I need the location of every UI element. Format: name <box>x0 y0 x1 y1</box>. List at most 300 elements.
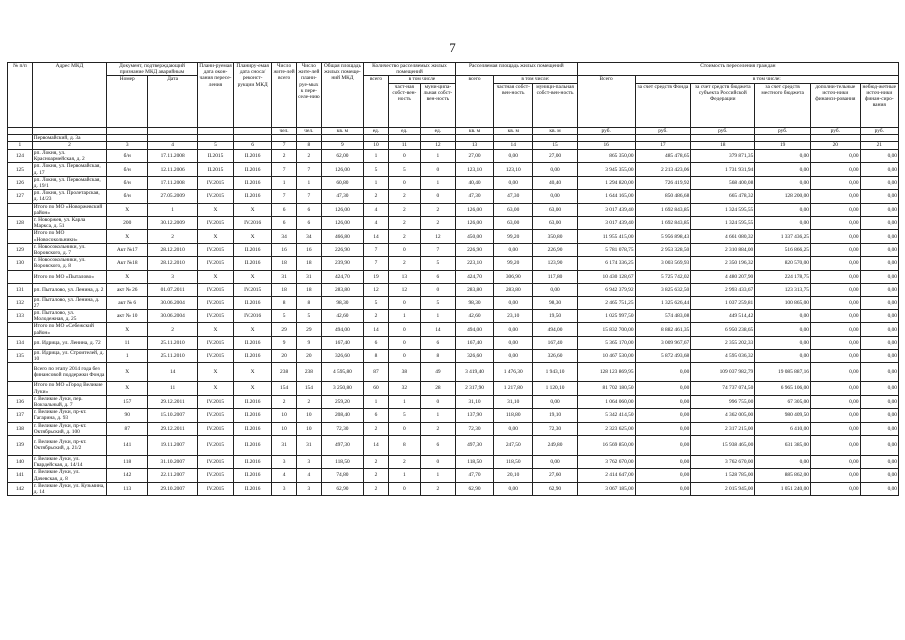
cell-col-4: 27.05.2009 <box>148 190 198 203</box>
cell-col-16: 5 365 170,00 <box>577 336 635 349</box>
cell-col-3: 90 <box>107 409 148 422</box>
units-col-10: ед. <box>364 127 389 134</box>
cell-col-7: 31 <box>272 435 297 455</box>
cell-col-12: 8 <box>420 349 455 362</box>
cell-col-12: 7 <box>420 243 455 256</box>
cell-col-7: 6 <box>272 217 297 230</box>
cell-col-13: 118,50 <box>455 455 493 468</box>
cell-col-2: рп. Локня, ул. Красноармейская, д. 2 <box>32 150 106 163</box>
cell-col-10: 5 <box>364 163 389 176</box>
cell-col-17: 0,00 <box>635 395 691 408</box>
cell-col-20: 0,00 <box>811 243 861 256</box>
cell-col-17: 850 486,68 <box>635 190 691 203</box>
header-premises-municipal: муни-ципа-льная собст-вен-ность <box>420 83 455 127</box>
cell-col-2: Всего по этапу 2014 года без финансовой поддержки Фонда <box>32 363 106 382</box>
header-cost-total: Всего <box>577 76 635 127</box>
cell-col-2: Итого по МО «Новоржевский район» <box>32 203 106 216</box>
cell-col-21: 0,00 <box>860 482 898 495</box>
cell-col-14: 1 476,30 <box>494 363 533 382</box>
table-row <box>8 283 899 296</box>
cell-col-21: 0,00 <box>860 469 898 482</box>
cell-col-20: 0,00 <box>811 349 861 362</box>
cell-col-2: г. Великие Луки, ул. Кузьмина, д. 14 <box>32 482 106 495</box>
cell-col-20: 0,00 <box>811 435 861 455</box>
cell-col-21: 0,00 <box>860 203 898 216</box>
cell-col-4: 28.12.2010 <box>148 257 198 270</box>
cell-col-12: 6 <box>420 435 455 455</box>
cell-col-18: 2 310 884,00 <box>691 243 755 256</box>
cell-col-13: 123,10 <box>455 163 493 176</box>
cell-col-11: 5 <box>388 409 420 422</box>
cell-col-8: 10 <box>296 409 321 422</box>
colnum-col-1: 1 <box>8 142 33 150</box>
cell-col-3: б/н <box>107 150 148 163</box>
cell-col-4: 29.10.2007 <box>148 482 198 495</box>
cell-col-11: 0 <box>388 296 420 309</box>
cell-col-9: 126,00 <box>321 217 363 230</box>
cell-col-5: IV.2015 <box>197 257 233 270</box>
cell-col-16: 1 064 060,00 <box>577 395 635 408</box>
cell-col-13: 47,70 <box>455 469 493 482</box>
cell-col-17: 0,00 <box>635 455 691 468</box>
header-address: Адрес МКД <box>32 63 106 128</box>
header-residents-total: Число жите-лей всего <box>272 63 297 128</box>
cell-col-2: Итого по МО «Себежский район» <box>32 323 106 336</box>
colnum-col-4: 4 <box>148 142 198 150</box>
cell-col-1: 125 <box>8 163 33 176</box>
cell-col-21: 0,00 <box>860 257 898 270</box>
units-col-18: руб. <box>691 127 755 134</box>
cell-col-16: 3 017 439,40 <box>577 203 635 216</box>
resettlement-table <box>7 62 899 496</box>
cell-col-8: 3 <box>296 482 321 495</box>
cell-col-14: 31,10 <box>494 395 533 408</box>
cell-col-20: 0,00 <box>811 176 861 189</box>
cell-col-7: 2 <box>272 395 297 408</box>
cell-col-17: 485 478,65 <box>635 150 691 163</box>
cell-col-6: II.2016 <box>234 190 272 203</box>
units-col-2 <box>32 127 106 134</box>
cell-col-18: 1 528 785,00 <box>691 469 755 482</box>
cell-col-19: 0,00 <box>755 217 811 230</box>
table-row <box>8 217 899 230</box>
cell-col-17: 0,00 <box>635 422 691 435</box>
cell-col-2: Итого по МО «Новосокольники» <box>32 230 106 243</box>
cell-col-15: 1 943,10 <box>533 363 577 382</box>
header-cost-additional: дополни-тельные источ-ники финанси-рования <box>811 83 861 127</box>
table-row <box>8 163 899 176</box>
cell-col-13: 226,90 <box>455 243 493 256</box>
cell-col-18: 568 400,08 <box>691 176 755 189</box>
cell-col-13: 223,10 <box>455 257 493 270</box>
cell-col-7: 7 <box>272 190 297 203</box>
cell-col-8: 16 <box>296 243 321 256</box>
header-doc-number: Номер <box>107 76 148 127</box>
partial-col-5 <box>197 134 233 141</box>
cell-col-16: 3 945 355,00 <box>577 163 635 176</box>
cell-col-6: II.2016 <box>234 435 272 455</box>
cell-col-14: 283,80 <box>494 283 533 296</box>
cell-col-21: 0,00 <box>860 363 898 382</box>
cell-col-2: г. Великие Луки, ул. Гвардейская, д. 14/14 <box>32 455 106 468</box>
cell-col-12: 1 <box>420 310 455 323</box>
cell-col-1 <box>8 230 33 243</box>
cell-col-20: 0,00 <box>811 310 861 323</box>
cell-col-14: 247,50 <box>494 435 533 455</box>
cell-col-4: 31.10.2007 <box>148 455 198 468</box>
table-row <box>8 469 899 482</box>
cell-col-18: 2 355 202,33 <box>691 336 755 349</box>
cell-col-9: 226,90 <box>321 243 363 256</box>
table-body <box>8 134 899 495</box>
cell-col-9: 60,80 <box>321 176 363 189</box>
table-row <box>8 150 899 163</box>
cell-col-16: 128 123 869,95 <box>577 363 635 382</box>
cell-col-8: 7 <box>296 163 321 176</box>
cell-col-20: 0,00 <box>811 230 861 243</box>
cell-col-18: 665 478,32 <box>691 190 755 203</box>
cell-col-7: 29 <box>272 323 297 336</box>
cell-col-6: II.2016 <box>234 409 272 422</box>
cell-col-20: 0,00 <box>811 455 861 468</box>
cell-col-3: акт № 6 <box>107 296 148 309</box>
units-col-11: ед. <box>388 127 420 134</box>
cell-col-19: 0,00 <box>755 203 811 216</box>
cell-col-2: г. Новоржев, ул. Карла Маркса, д. 51 <box>32 217 106 230</box>
header-document: Документ, подтверждающий признание МКД аварийным <box>107 63 198 76</box>
partial-col-14 <box>494 134 533 141</box>
cell-col-9: 167,40 <box>321 336 363 349</box>
cell-col-11: 2 <box>388 257 420 270</box>
cell-col-10: 5 <box>364 296 389 309</box>
cell-col-10: 12 <box>364 283 389 296</box>
cell-col-8: 29 <box>296 323 321 336</box>
cell-col-1: 124 <box>8 150 33 163</box>
cell-col-7: 10 <box>272 409 297 422</box>
cell-col-4: 28.12.2010 <box>148 243 198 256</box>
cell-col-7: 2 <box>272 150 297 163</box>
cell-col-8: 6 <box>296 203 321 216</box>
cell-col-20: 0,00 <box>811 409 861 422</box>
colnum-col-3: 3 <box>107 142 148 150</box>
cell-col-9: 326,60 <box>321 349 363 362</box>
cell-col-11: 2 <box>388 203 420 216</box>
cell-col-20: 0,00 <box>811 395 861 408</box>
cell-col-15: 226,90 <box>533 243 577 256</box>
cell-col-8: 6 <box>296 217 321 230</box>
cell-col-14: 0,00 <box>494 349 533 362</box>
colnum-col-11: 11 <box>388 142 420 150</box>
cell-col-17: 0,00 <box>635 469 691 482</box>
cell-col-4: 30.06.2004 <box>148 310 198 323</box>
cell-col-20: 0,00 <box>811 163 861 176</box>
cell-col-12: 2 <box>420 422 455 435</box>
cell-col-16: 10 467 530,00 <box>577 349 635 362</box>
cell-col-16: 1 294 820,00 <box>577 176 635 189</box>
cell-col-15: 72,30 <box>533 422 577 435</box>
cell-col-11: 0 <box>388 323 420 336</box>
cell-col-19: 67 305,00 <box>755 395 811 408</box>
cell-col-7: 238 <box>272 363 297 382</box>
cell-col-5: IV.2015 <box>197 422 233 435</box>
cell-col-16: 3 017 439,40 <box>577 217 635 230</box>
cell-col-14: 123,10 <box>494 163 533 176</box>
cell-col-6: X <box>234 363 272 382</box>
header-area-total: всего <box>455 76 493 127</box>
cell-col-9: 47,30 <box>321 190 363 203</box>
cell-col-14: 0,00 <box>494 176 533 189</box>
colnum-col-14: 14 <box>494 142 533 150</box>
cell-col-12: 6 <box>420 270 455 283</box>
cell-col-4: 22.11.2007 <box>148 469 198 482</box>
cell-col-10: 1 <box>364 150 389 163</box>
colnum-col-9: 9 <box>321 142 363 150</box>
cell-col-13: 40,40 <box>455 176 493 189</box>
cell-col-13: 137,90 <box>455 409 493 422</box>
cell-col-15: 98,30 <box>533 296 577 309</box>
cell-col-10: 7 <box>364 257 389 270</box>
partial-col-20 <box>811 134 861 141</box>
cell-col-14: 99,20 <box>494 257 533 270</box>
cell-col-16: 16 569 850,00 <box>577 435 635 455</box>
cell-col-15: 0,00 <box>533 190 577 203</box>
colnum-col-2: 2 <box>32 142 106 150</box>
table-row <box>8 482 899 495</box>
cell-col-10: 1 <box>364 176 389 189</box>
cell-col-1: 132 <box>8 296 33 309</box>
cell-col-1: 139 <box>8 435 33 455</box>
cell-col-2: г. Великие Луки, пр-кт. Гагарина, д. 93 <box>32 409 106 422</box>
cell-col-17: 3 003 569,93 <box>635 257 691 270</box>
cell-col-11: 1 <box>388 395 420 408</box>
cell-col-18: 2 993 433,67 <box>691 283 755 296</box>
cell-col-16: 6 942 379,92 <box>577 283 635 296</box>
cell-col-9: 283,80 <box>321 283 363 296</box>
cell-col-4: 14 <box>148 363 198 382</box>
resettlement-table-container <box>7 62 899 496</box>
cell-col-9: 259,20 <box>321 395 363 408</box>
cell-col-8: 18 <box>296 283 321 296</box>
units-col-5 <box>197 127 233 134</box>
table-row <box>8 176 899 189</box>
cell-col-19: 0,00 <box>755 349 811 362</box>
cell-col-20: 0,00 <box>811 217 861 230</box>
cell-col-8: 7 <box>296 190 321 203</box>
cell-col-8: 31 <box>296 435 321 455</box>
cell-col-15: 117,80 <box>533 270 577 283</box>
cell-col-1: 142 <box>8 482 33 495</box>
cell-col-3: 87 <box>107 422 148 435</box>
cell-col-7: 18 <box>272 257 297 270</box>
subtotal-row <box>8 363 899 382</box>
table-row <box>8 243 899 256</box>
cell-col-3: X <box>107 230 148 243</box>
header-residents-planned: Число жите-лей плани-руе-мых к пере-селе-нию <box>296 63 321 128</box>
cell-col-8: 2 <box>296 150 321 163</box>
cell-col-20: 0,00 <box>811 190 861 203</box>
cell-col-4: 25.11.2010 <box>148 349 198 362</box>
cell-col-12: 0 <box>420 395 455 408</box>
cell-col-15: 19,10 <box>533 409 577 422</box>
cell-col-20: 0,00 <box>811 469 861 482</box>
cell-col-20: 0,00 <box>811 382 861 395</box>
cell-col-3: Акт №17 <box>107 243 148 256</box>
units-col-15: кв. м <box>533 127 577 134</box>
header-cost-incl: в том числе: <box>635 76 898 83</box>
partial-col-18 <box>691 134 755 141</box>
cell-col-1: 134 <box>8 336 33 349</box>
subtotal-row <box>8 270 899 283</box>
cell-col-21: 0,00 <box>860 270 898 283</box>
cell-col-20: 0,00 <box>811 422 861 435</box>
cell-col-2: г. Новосокольники, ул. Воровского, д. 7 <box>32 243 106 256</box>
cell-col-20: 0,00 <box>811 296 861 309</box>
partial-col-12 <box>420 134 455 141</box>
partial-col-6 <box>234 134 272 141</box>
cell-col-10: 1 <box>364 395 389 408</box>
cell-col-5: IV.2015 <box>197 469 233 482</box>
subtotal-row <box>8 323 899 336</box>
cell-col-11: 8 <box>388 435 420 455</box>
cell-col-4: 15.10.2007 <box>148 409 198 422</box>
cell-col-17: 5 725 742,02 <box>635 270 691 283</box>
cell-col-3: 200 <box>107 217 148 230</box>
cell-col-9: 126,00 <box>321 163 363 176</box>
header-cost-local: за счет средств местного бюджета <box>755 83 811 127</box>
cell-col-4: 19.11.2007 <box>148 435 198 455</box>
cell-col-15: 350,80 <box>533 230 577 243</box>
cell-col-12: 2 <box>420 217 455 230</box>
partial-col-17 <box>635 134 691 141</box>
cell-col-13: 126,00 <box>455 217 493 230</box>
cell-col-10: 60 <box>364 382 389 395</box>
cell-col-7: 1 <box>272 176 297 189</box>
cell-col-4: 17.11.2008 <box>148 176 198 189</box>
cell-col-6: II.2016 <box>234 455 272 468</box>
cell-col-5: IV.2015 <box>197 176 233 189</box>
cell-col-2: г. Великие Луки, ул. Дачевская, д. 8 <box>32 469 106 482</box>
cell-col-14: 118,80 <box>494 409 533 422</box>
cell-col-21: 0,00 <box>860 349 898 362</box>
cell-col-21: 0,00 <box>860 409 898 422</box>
cell-col-9: 74,80 <box>321 469 363 482</box>
cell-col-7: 154 <box>272 382 297 395</box>
cell-col-5: X <box>197 363 233 382</box>
cell-col-10: 2 <box>364 469 389 482</box>
cell-col-10: 6 <box>364 409 389 422</box>
cell-col-12: 0 <box>420 283 455 296</box>
cell-col-1: 126 <box>8 176 33 189</box>
cell-col-15: 40,40 <box>533 176 577 189</box>
cell-col-9: 62,90 <box>321 482 363 495</box>
cell-col-12: 1 <box>420 176 455 189</box>
cell-col-12: 12 <box>420 230 455 243</box>
cell-col-5: IV.2015 <box>197 336 233 349</box>
cell-col-11: 0 <box>388 336 420 349</box>
table-row <box>8 257 899 270</box>
cell-col-3: 141 <box>107 435 148 455</box>
cell-col-17: 3 009 967,67 <box>635 336 691 349</box>
partial-col-1 <box>8 134 33 141</box>
cell-col-10: 7 <box>364 243 389 256</box>
cell-col-15: 27,60 <box>533 469 577 482</box>
cell-col-16: 15 832 700,00 <box>577 323 635 336</box>
cell-col-13: 27,00 <box>455 150 493 163</box>
cell-col-15: 27,00 <box>533 150 577 163</box>
cell-col-14: 0,00 <box>494 422 533 435</box>
cell-col-21: 0,00 <box>860 190 898 203</box>
cell-col-2: рп. Локня, ул. Первомайская, д. 17 <box>32 163 106 176</box>
header-cost-fund: за счет средств Фонда <box>635 83 691 127</box>
cell-col-20: 0,00 <box>811 257 861 270</box>
partial-col-2: Первомайский, д. 3а <box>32 134 106 141</box>
cell-col-16: 2 465 751,25 <box>577 296 635 309</box>
cell-col-15: 167,40 <box>533 336 577 349</box>
cell-col-17: 0,00 <box>635 409 691 422</box>
cell-col-21: 0,00 <box>860 310 898 323</box>
cell-col-6: II.2016 <box>234 395 272 408</box>
cell-col-3: X <box>107 382 148 395</box>
cell-col-2: рп. Локня, ул. Пролетарская, д. 14/23 <box>32 190 106 203</box>
cell-col-3: X <box>107 203 148 216</box>
cell-col-5: X <box>197 230 233 243</box>
cell-col-11: 0 <box>388 349 420 362</box>
cell-col-17: 0,00 <box>635 482 691 495</box>
cell-col-18: 1 037 259,81 <box>691 296 755 309</box>
cell-col-5: IV.2015 <box>197 283 233 296</box>
colnum-col-5: 5 <box>197 142 233 150</box>
cell-col-3: 1 <box>107 349 148 362</box>
cell-col-6: II.2016 <box>234 150 272 163</box>
cell-col-8: 8 <box>296 296 321 309</box>
cell-col-3: б/н <box>107 176 148 189</box>
cell-col-5: IV.2015 <box>197 243 233 256</box>
cell-col-6: X <box>234 230 272 243</box>
cell-col-16: 5 781 078,75 <box>577 243 635 256</box>
cell-col-2: г. Новосокольники, ул. Воровского, д. 8 <box>32 257 106 270</box>
cell-col-2: рп. Пыталово, ул. Ленина, д. 27 <box>32 296 106 309</box>
cell-col-17: 1 692 843,85 <box>635 203 691 216</box>
cell-col-18: 6 950 238,65 <box>691 323 755 336</box>
cell-col-18: 379 871,35 <box>691 150 755 163</box>
cell-col-1 <box>8 363 33 382</box>
cell-col-6: II.2016 <box>234 163 272 176</box>
cell-col-19: 1 337 436,25 <box>755 230 811 243</box>
cell-col-1: 130 <box>8 257 33 270</box>
cell-col-11: 5 <box>388 163 420 176</box>
cell-col-10: 2 <box>364 422 389 435</box>
subtotal-row <box>8 382 899 395</box>
cell-col-16: 6 174 336,25 <box>577 257 635 270</box>
cell-col-3: Акт №18 <box>107 257 148 270</box>
cell-col-17: 0,00 <box>635 435 691 455</box>
cell-col-21: 0,00 <box>860 230 898 243</box>
cell-col-17: 0,00 <box>635 363 691 382</box>
cell-col-21: 0,00 <box>860 243 898 256</box>
partial-col-15 <box>533 134 577 141</box>
cell-col-12: 0 <box>420 190 455 203</box>
cell-col-12: 14 <box>420 323 455 336</box>
partial-col-13 <box>455 134 493 141</box>
cell-col-5: IV.2015 <box>197 482 233 495</box>
cell-col-2: Итого по МО «Пыталово» <box>32 270 106 283</box>
cell-col-10: 2 <box>364 310 389 323</box>
cell-col-20: 0,00 <box>811 150 861 163</box>
cell-col-8: 34 <box>296 230 321 243</box>
cell-col-18: 1 324 595,55 <box>691 203 755 216</box>
cell-col-11: 0 <box>388 482 420 495</box>
cell-col-14: 0,00 <box>494 336 533 349</box>
